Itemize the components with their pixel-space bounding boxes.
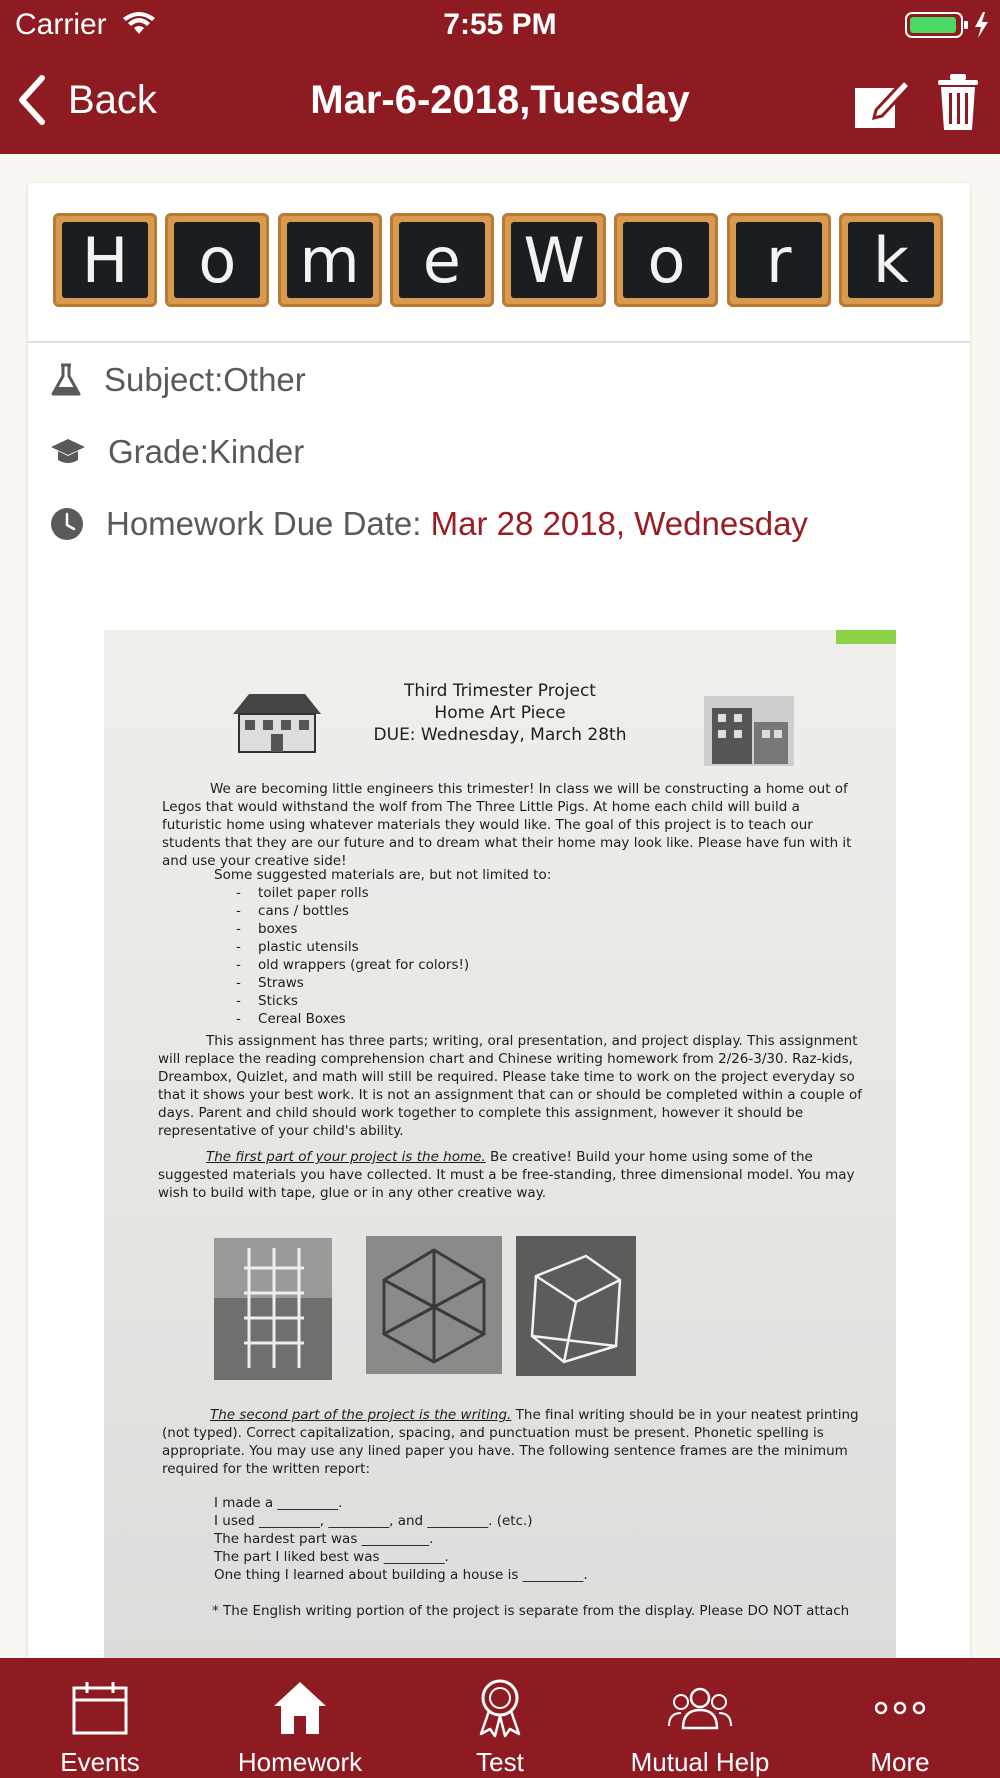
divider bbox=[28, 341, 970, 343]
banner-tile: W bbox=[502, 213, 606, 307]
banner-tile: o bbox=[614, 213, 718, 307]
back-label: Back bbox=[68, 77, 157, 122]
trash-icon bbox=[936, 72, 980, 132]
materials-intro: Some suggested materials are, but not limited to: bbox=[214, 867, 552, 883]
due-date-row bbox=[50, 505, 808, 543]
tab-events[interactable] bbox=[0, 1658, 200, 1778]
due-date-label: Homework Due Date: bbox=[106, 505, 431, 542]
cube-photo bbox=[516, 1236, 636, 1376]
tab-more[interactable] bbox=[800, 1658, 1000, 1778]
battery-icon bbox=[905, 10, 995, 45]
banner-tile: k bbox=[839, 213, 943, 307]
list-item: - old wrappers (great for colors!) bbox=[236, 957, 470, 973]
tab-mutual-help[interactable] bbox=[600, 1658, 800, 1778]
top-bar bbox=[0, 0, 1000, 154]
calendar-icon bbox=[71, 1680, 129, 1736]
people-icon bbox=[667, 1686, 733, 1730]
edit-button[interactable] bbox=[852, 74, 912, 137]
bottom-tab-bar bbox=[0, 1658, 1000, 1778]
grade-row bbox=[50, 433, 304, 471]
list-item: - Straws bbox=[236, 975, 304, 991]
dome-photo bbox=[366, 1236, 502, 1374]
tab-label: Mutual Help bbox=[630, 1747, 770, 1777]
list-item: - boxes bbox=[236, 921, 298, 937]
subject-row bbox=[50, 361, 306, 399]
delete-button[interactable] bbox=[936, 72, 980, 137]
flask-icon bbox=[50, 363, 82, 397]
status-time: 7:55 PM bbox=[443, 8, 557, 41]
document-paragraph: The first part of your project is the home. Be creative! Build your home using some of the suggested materials you have collected. It must a be free-standing, three dimensional model. You may wish to build with tape, glue or in any other creative way. bbox=[158, 1149, 855, 1201]
list-item: - cans / bottles bbox=[236, 903, 349, 919]
structure-photo bbox=[214, 1238, 332, 1380]
tab-label: Events bbox=[60, 1747, 140, 1777]
document-paragraph: The second part of the project is the writing. The final writing should be in your neatest printing (not typed). Correct capitalization, spacing, and punctuation must be present. Phonetic spelling is appropriate. You may use any lined paper you have. The following sentence frames are the minimum required for the written report: bbox=[162, 1407, 859, 1477]
document-heading: Third Trimester Project Home Art Piece DUE: Wednesday, March 28th bbox=[373, 681, 627, 745]
list-item: - plastic utensils bbox=[236, 939, 359, 955]
carrier-label: Carrier bbox=[15, 8, 107, 41]
sentence-frames: I made a _________. I used _________, _________, and _________. (etc.) The hardest part was __________. The part I liked best was _________. One thing I learned about building a house is _________. bbox=[214, 1495, 588, 1583]
homework-card bbox=[28, 183, 970, 1683]
tab-homework[interactable] bbox=[200, 1658, 400, 1778]
tab-label: Homework bbox=[237, 1747, 363, 1777]
banner-tile: H bbox=[53, 213, 157, 307]
banner-tile: e bbox=[390, 213, 494, 307]
more-icon bbox=[875, 1701, 925, 1715]
list-item: - Cereal Boxes bbox=[236, 1011, 346, 1027]
subject-text: Subject:Other bbox=[104, 361, 306, 398]
list-item: - toilet paper rolls bbox=[236, 885, 369, 901]
homework-banner bbox=[53, 213, 943, 309]
tab-label: Test bbox=[476, 1747, 524, 1777]
status-bar bbox=[0, 0, 1000, 50]
grade-text: Grade:Kinder bbox=[108, 433, 305, 470]
document-paragraph: We are becoming little engineers this trimester! In class we will be constructing a home out of Legos that would withstand the wolf from The Three Little Pigs. At home each child will build a futuristic home using whatever materials they would like. The goal of this project is to teach our students that they are our future and to dream what their home may look like. Please have fun with it and use your creative side! bbox=[162, 781, 852, 869]
image-edge bbox=[836, 630, 896, 644]
banner-tile: r bbox=[727, 213, 831, 307]
tab-test[interactable] bbox=[400, 1658, 600, 1778]
banner-tile: o bbox=[165, 213, 269, 307]
list-item: - Sticks bbox=[236, 993, 298, 1009]
due-date-value: Mar 28 2018, Wednesday bbox=[430, 505, 808, 542]
ribbon-icon bbox=[475, 1678, 525, 1738]
page-title: Mar-6-2018,Tuesday bbox=[310, 78, 690, 122]
edit-icon bbox=[852, 74, 912, 132]
materials-list bbox=[236, 884, 736, 1028]
graduation-cap-icon bbox=[50, 437, 86, 467]
home-icon bbox=[272, 1680, 328, 1736]
homework-attachment-image[interactable] bbox=[104, 630, 896, 1670]
clock-icon bbox=[50, 507, 84, 541]
tab-label: More bbox=[870, 1747, 930, 1777]
document-footnote: * The English writing portion of the project is separate from the display. Please DO NOT attach bbox=[212, 1603, 850, 1619]
banner-tile: m bbox=[278, 213, 382, 307]
document-paragraph: This assignment has three parts; writing, oral presentation, and project display. This assignment will replace the reading comprehension chart and Chinese writing homework from 2/26-3/30. Raz-kids, Dreambox, Quizlet, and math will still be required. Please take time to work on the project everyday so that it shows your best work. It is not an assignment that can or should be completed within a couple of days. Parent and child should work together to complete this assignment, however it should be representative of your child's ability. bbox=[158, 1033, 863, 1139]
navigation-bar bbox=[0, 60, 1000, 150]
